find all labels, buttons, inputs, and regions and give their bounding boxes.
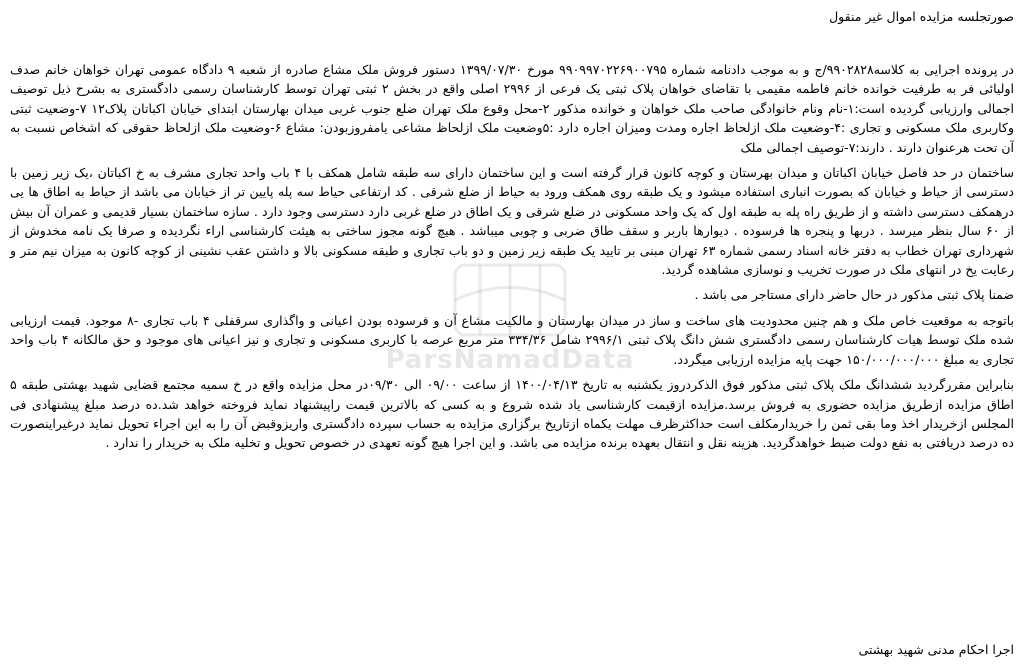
paragraph-building-description: ساختمان در حد فاصل خیابان اکباتان و میدان بهرستان و کوچه کانون قرار گرفته است و این ساختمان دارای سه طبقه شامل همکف با ۴ باب واحد تجاری مشرف به خ اکباتان ،یک زیر زمین با دسترسی از حیاط و خیابان که بصورت انباری استفاده میشود و یک طبقه روی همکف ورود به حیاط از ضلع شرقی . کد ارتفاعی حیاط سه پله پایین تر از خیابان می باشد از حیاط به اطاق ها یی درهمکف دسترسی داشته و از طریق راه پله به طبقه اول که یک واحد مسکونی در ضلع شرقی و یک اطاق در ضلع غربی دارد دسترسی وجود دارد . سازه ساختمان بسیار قدیمی و عمران آن بیش از ۶۰ سال بنظر میرسد . دربها و پنجره ها فرسوده . دیوارها باربر و سقف طاق ضربی و چوبی میباشد . هیچ گونه مجوز ساختی به هیئت کارشناسی اراء نگردیده و صرفا یک نامه مخدوش از شهرداری تهران خطاب به دفتر خانه اسناد رسمی شماره ۶۳ تهران مبنی بر تایید یک طبقه زیر زمین و دو باب تجاری و طبقه مسکونی بالا و داشتن عقب نشینی از کوچه کانون به میزان نیم متر و رعایت یخ در انتهای ملک در صورت تخریب و نوسازی مشاهده گردید. <box>10 165 1014 278</box>
document-title: صورتجلسه مزایده اموال غیر منقول <box>829 9 1014 24</box>
signature-line: اجرا احکام مدنی شهید بهشتی <box>858 642 1014 657</box>
paragraph-case-details: در پرونده اجرایی به کلاسه۹۹۰۲۸۲۸/ج و به موجب دادنامه شماره ۹۹۰۹۹۷۰۲۲۶۹۰۰۷۹۵ مورخ ۱۳۹۹/۰۷/۳۰ دستور فروش ملک مشاع صادره از شعبه ۹ دادگاه عمومی تهران خواهان خانم صدف اولیائی فر به طرفیت خوانده خانم فاطمه مقیمی با تقاضای خواهان پلاک ثبتی یک فرعی از ۲۹۹۶ اصلی واقع در بخش ۲ ثبتی تهران توسط کارشناسان رسمی دادگستری به بشرح ذیل توصیف اجمالی وارزیابی گردیده است:۱-نام ونام خانوادگی صاحب ملک خواهان و خوانده مذکور ۲-محل وقوع ملک تهران ضلع جنوب غربی میدان بهارستان ابتدای خیابان اکباتان پلاک۱۲ ۷-وضعیت ثبتی وکاربری ملک مسکونی و تجاری :۴-وضعیت ملک ازلحاظ اجاره ومدت ومیزان اجاره دارد :۵وضعیت ملک ازلحاظ مشاعی یامفروزبودن: مشاع ۶-وضعیت ملک ازلحاظ حقوقی که اشخاص نسبت به آن تحت هرعنوان دارند . دارند:۷-توصیف اجمالی ملک <box>10 62 1014 155</box>
paragraph-tenant-note: ضمنا پلاک ثبتی مذکور در حال حاضر دارای مستاجر می باشد . <box>694 287 1014 303</box>
paragraph-auction-terms: بنابراین مقررگردید ششدانگ ملک پلاک ثبتی مذکور فوق الذکردروز یکشنبه به تاریخ ۱۴۰۰/۰۴/۱۳ از ساعت ۰۹/۰۰ الی ۰۹/۳۰در محل مزایده واقع در خ سمیه مجتمع قضایی شهید بهشتی طبقه ۵ اطاق مزایده ازطریق مزایده حضوری به فروش برسد.مزایده ازقیمت کارشناسی یاد شده شروع و به کسی که بالاترین قیمت راپیشنهاد نماید فروخته خواهد شد.ده درصد مبلغ پیشنهادی فی المجلس ازخریدار اخذ وما بقی ثمن را خریدارمکلف است حداکثرظرف مهلت یکماه ازتاریخ برگزاری مزایده به حساب سپرده دادگستری واریزوقبض آن را به این اجراء تحویل نماید درغیراینصورت ده درصد دریافتی به نفع دولت ضبط خواهدگردید. هزینه نقل و انتقال بعهده برنده مزایده می باشد. و این اجرا هیچ گونه تعهدی در خصوص تحویل و تخلیه ملک به خریدار را ندارد . <box>10 377 1014 451</box>
paragraph-valuation: باتوجه به موقعیت خاص ملک و هم چنین محدودیت های ساخت و ساز در میدان بهارستان و مالکیت مشاع آن و فرسوده بودن اعیانی و واگذاری سرقفلی ۴ باب تجاری -۸ موجود. قیمت ارزیابی شده ملک توسط هیات کارشناسان رسمی دادگستری شش دانگ پلاک ثبتی ۲۹۹۶/۱ شامل ۳۳۴/۳۶ متر مربع عرصه با کاربری مسکونی و تجاری و نیز اعیانی های موجود و حق مالکانه ۴ باب واحد تجاری به مبلغ ۱۵۰/۰۰۰/۰۰۰/۰۰۰ جهت پایه مزایده ارزیابی میگردد. <box>10 312 1014 367</box>
watermark-text: ParsNamadData <box>385 345 635 375</box>
